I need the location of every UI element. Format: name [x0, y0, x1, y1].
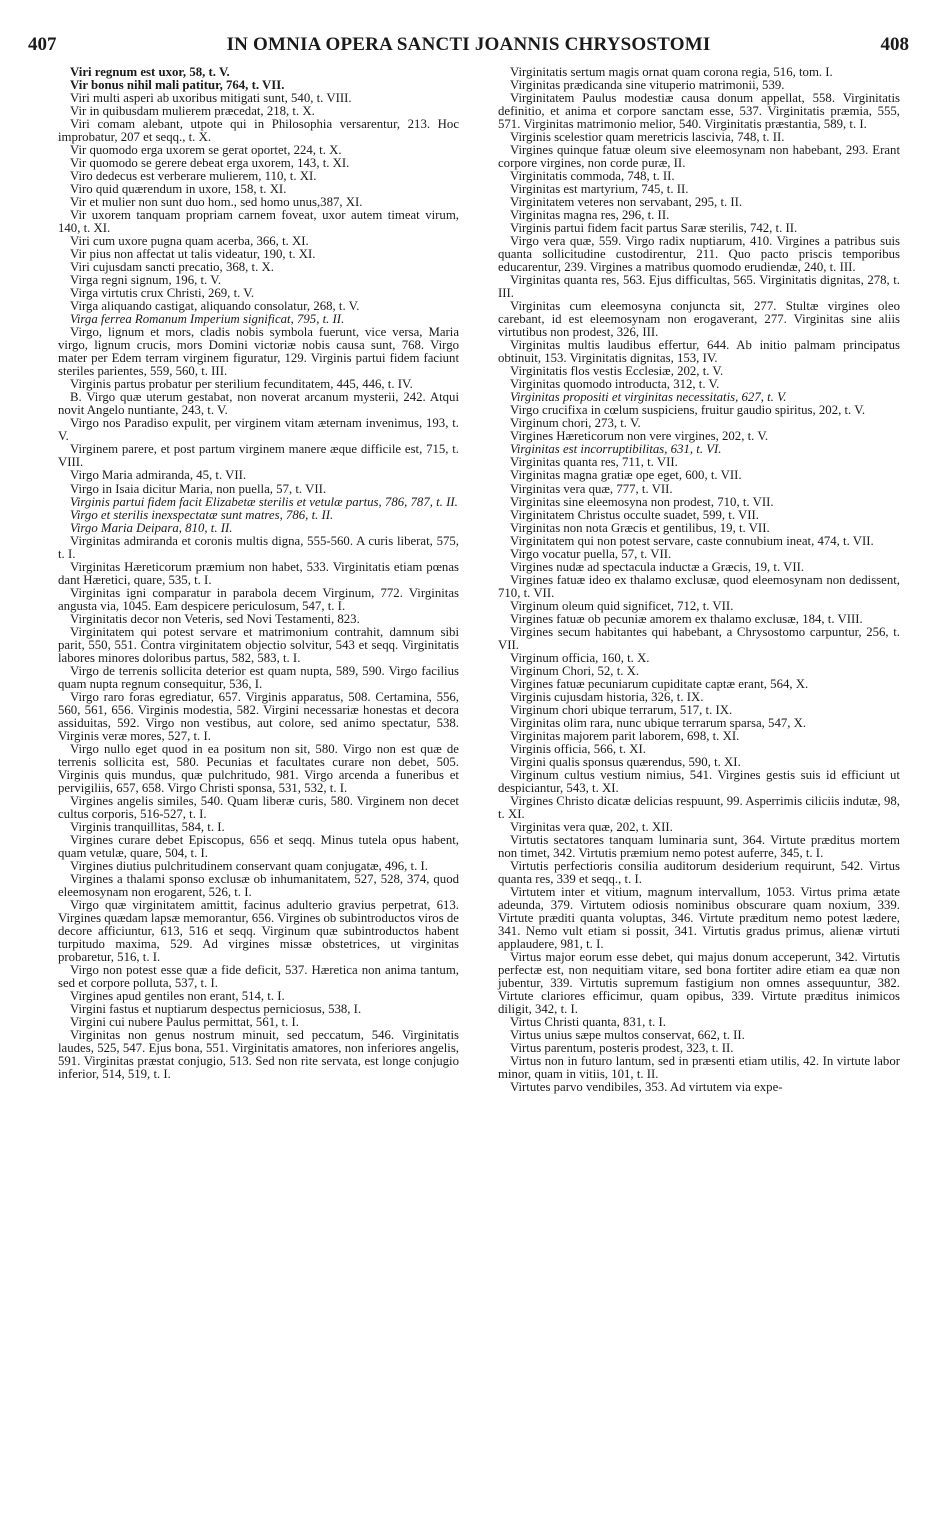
index-entry: Virginitas vera quæ, 202, t. XII.: [510, 819, 673, 834]
index-entry: Virgo nullo eget quod in ea positum non sit, 580. Virgo non est quæ de terrenis sollicita est, 580. Pecunias et facultates curare non debet, 505. Virginis quis mundus, quæ pulchritudo, 981. Virgo arcenda a funeribus et pervigiliis, 657, 658. Virgo Christi sponsa, 531, 532, t. I.: [58, 741, 459, 795]
index-entry: Virginitas majorem parit laborem, 698, t. XI.: [510, 728, 740, 743]
index-entry: Virginitatis commoda, 748, t. II.: [510, 169, 675, 184]
index-entry: Virginum Chori, 52, t. X.: [510, 663, 640, 678]
index-entry: Virgo nos Paradiso expulit, per virginem vitam æternam invenimus, 193, t. V.: [58, 416, 459, 444]
index-entry: Virginitas non genus nostrum minuit, sed peccatum, 546. Virginitatis laudes, 525, 547. Ejus bona, 551. Virginitatis amatores, non inferiores angelis, 591. Virginitas præstat conjugio, 513. Sed non rite servata, est longe conjugio inferior, 514, 519, t. I.: [58, 1028, 459, 1082]
index-entry: Virgines Hæreticorum non vere virgines, 202, t. V.: [510, 429, 769, 444]
right-page-number: 408: [880, 34, 909, 55]
index-entry: Virginitas vera quæ, 777, t. VII.: [510, 481, 673, 496]
index-entry: Virtutis perfectioris consilia auditorum desiderium requirunt, 542. Virtus quanta res, 339 et seqq., t. I.: [498, 858, 900, 886]
index-entry: Virginitas quanta res, 711, t. VII.: [510, 455, 678, 470]
index-entry: Virga regni signum, 196, t. V.: [70, 273, 222, 288]
index-entry: Virginem parere, et post partum virginem manere æque difficile est, 715, t. VIII.: [58, 442, 459, 470]
index-entry: Virgo, lignum et mors, cladis nobis symbola fuerunt, vice versa, Maria virgo, lignum crucis, mors Domini victoriæ nobis causa sunt, 768. Virgo mater per Edem terram virginem figuratur, 129. Virginis partui fidem faciunt steriles parientes, 559, 560, t. III.: [58, 325, 459, 379]
index-entry: Virgini cui nubere Paulus permittat, 561, t. I.: [70, 1015, 299, 1030]
left-index-column: [58, 66, 459, 1081]
index-entry: Virgo in Isaia dicitur Maria, non puella, 57, t. VII.: [70, 481, 327, 496]
index-entry: Virgo crucifixa in cœlum suspiciens, fruitur gaudio spiritus, 202, t. V.: [510, 403, 866, 418]
index-entry: Virginitas igni comparatur in parabola decem Virginum, 772. Virginitas angusta via, 1045. Eam despicere periculosum, 547, t. I.: [58, 585, 459, 613]
index-entry: Virgines apud gentiles non erant, 514, t. I.: [70, 989, 285, 1004]
index-entry: Virginitas magna gratiæ ope eget, 600, t. VII.: [510, 468, 742, 483]
index-entry: Virgines fatuæ ob pecuniæ amorem ex thalamo exclusæ, 184, t. VIII.: [510, 611, 863, 626]
index-entry: Vir uxorem tanquam propriam carnem foveat, uxor autem timeat virum, 140, t. XI.: [58, 208, 459, 236]
index-entry: Virgo quæ virginitatem amittit, facinus adulterio gravius perpetrat, 613. Virgines quædam lapsæ memorantur, 656. Virgines ob subintroductos viros de decore afficiuntur, 613, 516 et seqq. Virginum quæ subintroductos habent turpitudo maxima, 529. Ad virgines missæ obstetrices, ut virginitas probaretur, 516, t. I.: [58, 898, 459, 965]
index-entry: Virgo non potest esse quæ a fide deficit, 537. Hæretica non anima tantum, sed et corpore polluta, 537, t. I.: [58, 963, 459, 991]
index-entry: Virtutem inter et vitium, magnum intervallum, 1053. Virtus prima ætate adeunda, 379. Virtutem odiosis nominibus obscurare quam noxium, 339. Virtute præditi quanta voluptas, 346. Virtute præditum nemo potest lædere, 341. Nemo vult etiam si possit, 341. Virtutis gradus primus, alienæ virtuti applaudere, 981, t. I.: [498, 884, 900, 952]
index-entry: Virgo raro foras egrediatur, 657. Virginis apparatus, 508. Certamina, 556, 560, 561, 656. Virginis modestia, 582. Virgini necessariæ honestas et decora assiduitas, 592. Virgo non vestibus, aut colore, sed animo spectatur, 538. Virginis veræ mores, 527, t. I.: [58, 689, 459, 743]
index-entry: Virginitatem veteres non servabant, 295, t. II.: [510, 195, 743, 210]
index-entry: Virginitatem qui non potest servare, caste connubium ineat, 474, t. VII.: [510, 533, 874, 548]
index-entry: Virgines fatuæ ideo ex thalamo exclusæ, quod eleemosynam non dedissent, 710, t. VII.: [498, 572, 900, 600]
index-entry: Vir in quibusdam mulierem præcedat, 218, t. X.: [70, 104, 315, 119]
index-entry: Virtus non in futuro lantum, sed in præsenti etiam utilis, 42. In virtute labor minor, quam in vitiis, 101, t. II.: [498, 1054, 900, 1082]
index-entry: Virginitas propositi et virginitas necessitatis, 627, t. V.: [510, 390, 787, 405]
index-entry: Vir pius non affectat ut talis videatur, 190, t. XI.: [70, 247, 316, 262]
index-entry: Virginum oleum quid significet, 712, t. VII.: [510, 598, 734, 613]
index-entry: Virginitatem Christus occulte suadet, 599, t. VII.: [510, 507, 759, 522]
index-entry: Virginis partus probatur per sterilium fecunditatem, 445, 446, t. IV.: [70, 377, 413, 392]
index-entry: Vir bonus nihil mali patitur, 764, t. VII.: [70, 78, 285, 93]
left-page-number: 407: [28, 34, 57, 55]
index-entry: Virtutis sectatores tanquam luminaria sunt, 364. Virtute præditus mortem non timet, 342. Virtutis præmium nemo potest auferre, 345, t. I.: [498, 832, 900, 860]
index-entry: Virgines fatuæ pecuniarum cupiditate captæ erant, 564, X.: [510, 676, 809, 691]
index-entry: Virgines quinque fatuæ oleum sive eleemosynam non habebant, 293. Erant corpore virgines, non corde puræ, II.: [498, 143, 900, 171]
index-entry: Virga ferrea Romanum Imperium significat, 795, t. II.: [70, 312, 345, 327]
index-entry: Virtus major eorum esse debet, qui majus donum acceperunt, 342. Virtutis perfectæ est, non nequitiam vitare, sed bona fortiter adire etiam ea quæ non jubentur, 339. Virtutis supremum fastigium non omnes assequuntur, 382. Virtute clariores efficimur, quam opibus, 339. Virtute præditus inimicos diligit, 342, t. I.: [498, 950, 900, 1017]
index-entry: Virgines diutius pulchritudinem conservant quam conjugatæ, 496, t. I.: [70, 858, 428, 873]
index-entry: Virginitatis sertum magis ornat quam corona regia, 516, tom. I.: [510, 65, 833, 79]
page-header: [28, 34, 909, 60]
index-entry: Virga aliquando castigat, aliquando consolatur, 268, t. V.: [70, 299, 360, 314]
index-entry: Virgini qualis sponsus quærendus, 590, t. XI.: [510, 754, 741, 769]
running-title: IN OMNIA OPERA SANCTI JOANNIS CHRYSOSTOMI: [226, 34, 711, 55]
index-entry: Virginis officia, 566, t. XI.: [510, 741, 646, 756]
index-entry: Virginitas magna res, 296, t. II.: [510, 208, 670, 223]
index-entry: Vir quomodo se gerere debeat erga uxorem, 143, t. XI.: [70, 156, 350, 171]
index-entry: Virgo Maria admiranda, 45, t. VII.: [70, 468, 247, 483]
index-entry: Virginum chori ubique terrarum, 517, t. IX.: [510, 702, 733, 717]
index-entry: Vir et mulier non sunt duo hom., sed homo unus,387, XI.: [70, 195, 363, 210]
index-entry: Virginitas quanta res, 563. Ejus difficultas, 565. Virginitatis dignitas, 278, t. III.: [498, 273, 900, 301]
index-entry: Virginis partui fidem facit partus Saræ sterilis, 742, t. II.: [510, 221, 798, 236]
index-entry: Virginitatem qui potest servare et matrimonium contrahit, damnum sibi parit, 550, 551. Contra virginitatem objectio solvitur, 543 et seqq. Virginitatis labores minores doloribus partus, 582, 583, t. I.: [58, 624, 459, 665]
index-entry: Virginitas est incorruptibilitas, 631, t. VI.: [510, 442, 722, 457]
index-entry: Virgo et sterilis inexspectatæ sunt matres, 786, t. II.: [70, 507, 334, 522]
index-entry: Virgines curare debet Episcopus, 656 et seqq. Minus tutela opus habent, quam vetulæ, quare, 504, t. I.: [58, 832, 459, 860]
index-entry: Virginitas multis laudibus effertur, 644. Ab initio palmam principatus obtinuit, 153. Virginitatis dignitas, 153, IV.: [498, 338, 900, 366]
index-entry: Virginitas prædicanda sine vituperio matrimonii, 539.: [510, 78, 785, 93]
index-entry: Virginitas admiranda et coronis multis digna, 555-560. A curis liberat, 575, t. I.: [58, 533, 459, 561]
index-entry: Virtus parentum, posteris prodest, 323, t. II.: [510, 1041, 734, 1056]
index-entry: Virtus Christi quanta, 831, t. I.: [510, 1015, 666, 1030]
index-entry: Virginum cultus vestium nimius, 541. Virgines gestis suis id efficiunt ut despiciantur, 543, t. XI.: [498, 767, 900, 795]
index-entry: Virginum officia, 160, t. X.: [510, 650, 650, 665]
index-entry: Virginum chori, 273, t. V.: [510, 416, 641, 431]
index-entry: Virginitas est martyrium, 745, t. II.: [510, 182, 689, 197]
index-entry: Virginitas sine eleemosyna non prodest, 710, t. VII.: [510, 494, 774, 509]
index-entry: Virginis partui fidem facit Elizabetæ sterilis et vetulæ partus, 786, 787, t. II.: [70, 494, 458, 509]
index-entry: Virginis tranquillitas, 584, t. I.: [70, 819, 225, 834]
index-entry: Virginis cujusdam historia, 326, t. IX.: [510, 689, 704, 704]
index-entry: Vir quomodo erga uxorem se gerat oportet, 224, t. X.: [70, 143, 342, 158]
index-entry: Virginitas olim rara, nunc ubique terrarum sparsa, 547, X.: [510, 715, 807, 730]
index-entry: Virgo de terrenis sollicita deterior est quam nupta, 589, 590. Virgo facilius quam nupta regnum consequitur, 536, I.: [58, 663, 459, 691]
index-entry: Viri comam alebant, utpote qui in Philosophia versarentur, 213. Hoc improbatur, 207 et seqq., t. X.: [58, 117, 459, 145]
index-entry: Virgines a thalami sponso exclusæ ob inhumanitatem, 527, 528, 374, quod eleemosynam non erogarent, 526, t. I.: [58, 871, 459, 899]
index-entry: Virginitatis flos vestis Ecclesiæ, 202, t. V.: [510, 364, 724, 379]
index-entry: Virginitas cum eleemosyna conjuncta sit, 277. Stultæ virgines oleo carebant, id est eleemosynam non erogaverant, 277. Virginitas sine aliis virtutibus non prodest, 326, III.: [498, 299, 900, 340]
index-entry: Virgo vera quæ, 559. Virgo radix nuptiarum, 410. Virgines a patribus suis quanta sollicitudine custodirentur, 211. Quo pacto priscis temporibus educarentur, 239. Virgines a matribus quomodo erudiendæ, 240, t. III.: [498, 234, 900, 275]
index-entry: Virgines angelis similes, 540. Quam liberæ curis, 580. Virginem non decet cultus corporis, 516-527, t. I.: [58, 793, 459, 821]
index-entry: Virgini fastus et nuptiarum despectus perniciosus, 538, I.: [70, 1002, 362, 1017]
index-entry: Viri regnum est uxor, 58, t. V.: [70, 65, 230, 79]
index-entry: Viri cum uxore pugna quam acerba, 366, t. XI.: [70, 234, 309, 249]
index-entry: Viro dedecus est verberare mulierem, 110, t. XI.: [70, 169, 317, 184]
index-entry: Virgo vocatur puella, 57, t. VII.: [510, 546, 672, 561]
index-entry: Virgines Christo dicatæ delicias respuunt, 99. Asperrimis ciliciis indutæ, 98, t. XI.: [498, 793, 900, 821]
index-entry: Virginitatis decor non Veteris, sed Novi Testamenti, 823.: [70, 611, 360, 626]
index-entry: Virginitas Hæreticorum præmium non habet, 533. Virginitatis etiam pœnas dant Hæretici, quare, 535, t. I.: [58, 559, 459, 587]
index-entry: Virtutes parvo vendibiles, 353. Ad virtutem via expe-: [510, 1080, 783, 1095]
index-entry: Virginitas quomodo introducta, 312, t. V.: [510, 377, 720, 392]
index-entry: Viri multi asperi ab uxoribus mitigati sunt, 540, t. VIII.: [70, 91, 352, 106]
index-entry: Virtus unius sæpe multos conservat, 662, t. II.: [510, 1028, 745, 1043]
right-index-column: [498, 66, 900, 1094]
index-entry: Virginitas non nota Græcis et gentilibus, 19, t. VII.: [510, 520, 770, 535]
index-entry: Viri cujusdam sancti precatio, 368, t. X.: [70, 260, 274, 275]
index-entry: Virgines nudæ ad spectacula inductæ a Græcis, 19, t. VII.: [510, 559, 805, 574]
index-entry: B. Virgo quæ uterum gestabat, non noverat arcanum mysterii, 242. Atqui novit Angelo nuntiante, 243, t. V.: [58, 390, 459, 418]
index-entry: Virgines secum habitantes qui habebant, a Chrysostomo carpuntur, 256, t. VII.: [498, 624, 900, 652]
index-entry: Virga virtutis crux Christi, 269, t. V.: [70, 286, 255, 301]
index-entry: Virginis scelestior quam meretricis lascivia, 748, t. II.: [510, 130, 785, 145]
index-entry: Virgo Maria Deipara, 810, t. II.: [70, 520, 233, 535]
index-entry: Virginitatem Paulus modestiæ causa donum appellat, 558. Virginitatis definitio, et anima et corpore sanctam esse, 537. Virginitatis præmia, 555, 571. Virginitas matrimonio melior, 540. Virginitatis præstantia, 589, t. I.: [498, 91, 900, 132]
index-entry: Viro quid quærendum in uxore, 158, t. XI.: [70, 182, 287, 197]
